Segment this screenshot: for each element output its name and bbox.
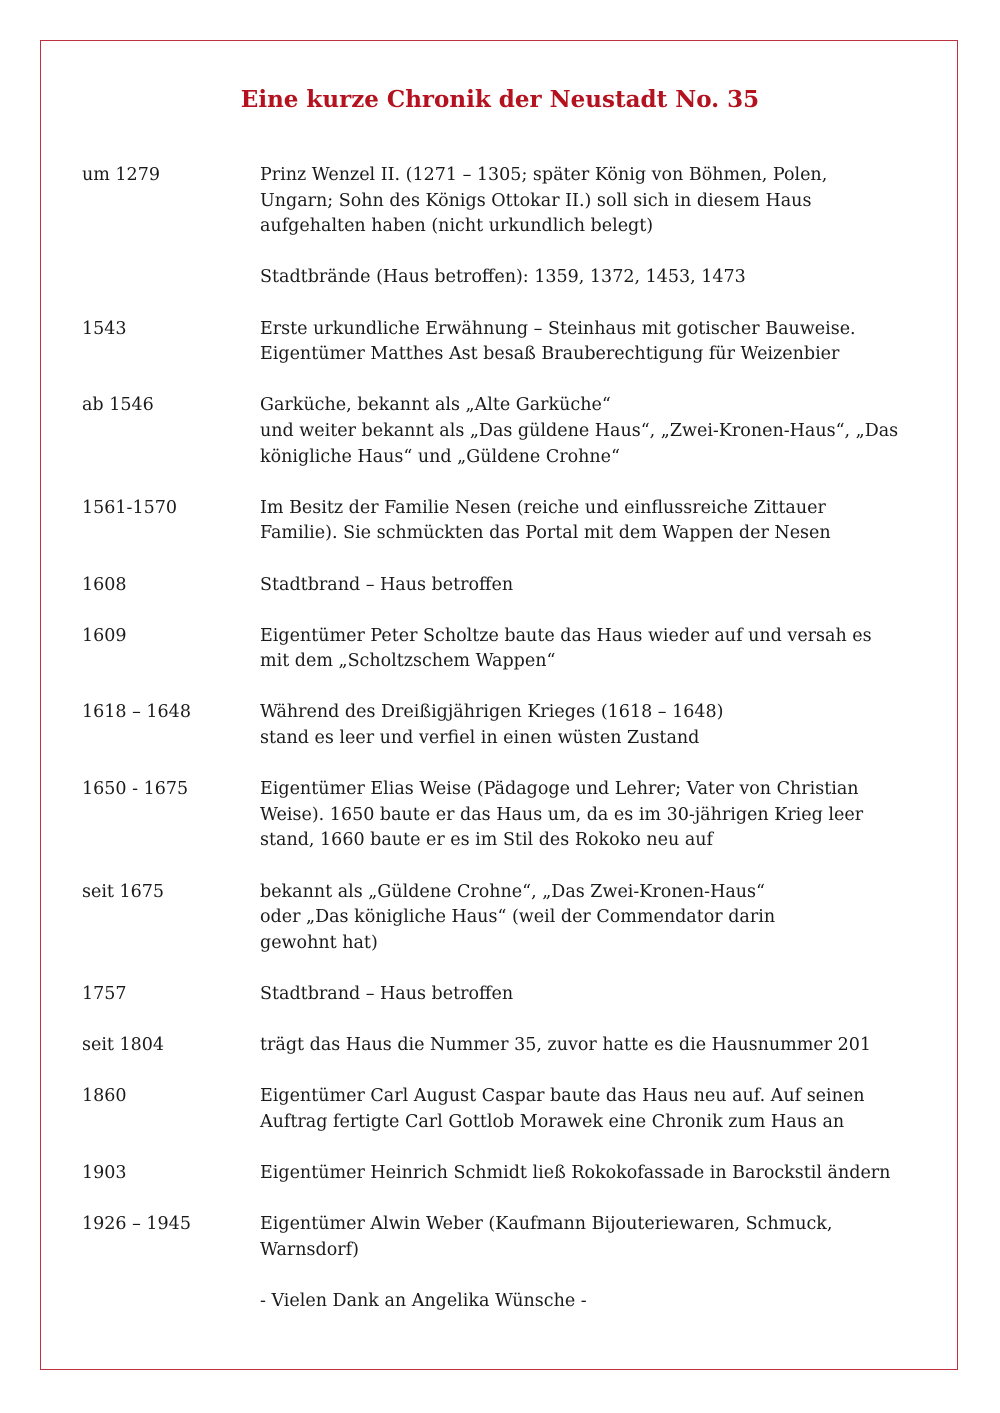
entry-date: 1609 [82, 625, 127, 646]
entry-date: seit 1804 [82, 1035, 165, 1056]
chronicle-entry [82, 573, 942, 599]
entry-date: um 1279 [82, 165, 160, 185]
entry-text: Erste urkundliche Erwähnung – Steinhaus mit gotischer Bauweise. Eigentümer Matthes Ast besaß Brauberechtigung für Weizenbier [260, 318, 856, 365]
entry-date: 1618 – 1648 [82, 702, 191, 723]
entry-date: 1860 [82, 1086, 127, 1107]
chronicle-entry [82, 317, 942, 368]
entry-date: 1903 [82, 1163, 127, 1184]
entry-text: Prinz Wenzel II. (1271 – 1305; später König von Böhmen, Polen, Ungarn; Sohn des Königs Ottokar II.) soll sich in diesem Haus aufgehalten haben (nicht urkundlich belegt) [260, 165, 828, 237]
chronicle-entry [82, 163, 942, 240]
entry-text: Eigentümer Alwin Weber (Kaufmann Bijouteriewaren, Schmuck, Warnsdorf) [260, 1214, 833, 1260]
entry-date: 1650 - 1675 [82, 779, 189, 800]
chronicle-entry [82, 265, 942, 291]
entry-text: Eigentümer Elias Weise (Pädagoge und Lehrer; Vater von Christian Weise). 1650 baute er das Haus um, da es im 30-jährigen Krieg leer stand, 1660 baute er es im Stil des Rokoko neu auf [260, 779, 864, 851]
chronicle-entry [82, 1212, 942, 1263]
entry-date: seit 1675 [82, 881, 165, 902]
entry-text: Garküche, bekannt als „Alte Garküche“ und weiter bekannt als „Das güldene Haus“, „Zwei-Kronen-Haus“, „Das königliche Haus“ und „Güldene Crohne“ [260, 395, 899, 467]
entry-text: Stadtbrände (Haus betroffen): 1359, 1372, 1453, 1473 [260, 267, 746, 288]
chronicle-entry [82, 496, 942, 547]
entry-date: 1561-1570 [82, 497, 177, 518]
entry-date: 1608 [82, 574, 127, 595]
entry-text: trägt das Haus die Nummer 35, zuvor hatte es die Hausnummer 201 [260, 1035, 871, 1056]
entry-text: Eigentümer Carl August Caspar baute das Haus neu auf. Auf seinen Auftrag fertigte Carl Gottlob Morawek eine Chronik zum Haus an [260, 1086, 865, 1132]
entry-date: 1926 – 1945 [82, 1214, 191, 1235]
chronicle-entry [82, 1084, 942, 1135]
chronicle-entry [82, 1033, 942, 1059]
chronicle-list [82, 163, 942, 1289]
acknowledgement: - Vielen Dank an Angelika Wünsche - [260, 1291, 587, 1311]
chronicle-entry [82, 777, 942, 854]
entry-text: Stadtbrand – Haus betroffen [260, 574, 514, 595]
entry-date: 1543 [82, 318, 127, 339]
chronicle-entry [82, 624, 942, 675]
chronicle-entry [82, 1161, 942, 1187]
chronicle-entry [82, 880, 942, 957]
entry-text: Eigentümer Heinrich Schmidt ließ Rokokofassade in Barockstil ändern [260, 1163, 891, 1184]
entry-date: ab 1546 [82, 395, 154, 416]
entry-text: Während des Dreißigjährigen Krieges (1618 – 1648) stand es leer und verfiel in einen wüsten Zustand [260, 702, 724, 749]
entry-date [82, 265, 260, 291]
page-title: Eine kurze Chronik der Neustadt No. 35 [240, 86, 760, 113]
chronicle-entry [82, 700, 942, 751]
entry-text: bekannt als „Güldene Crohne“, „Das Zwei-Kronen-Haus“ oder „Das königliche Haus“ (weil der Commendator darin gewohnt hat) [260, 881, 776, 953]
entry-text: Eigentümer Peter Scholtze baute das Haus wieder auf und versah es mit dem „Scholtzschem Wappen“ [260, 625, 872, 672]
entry-text: Im Besitz der Familie Nesen (reiche und einflussreiche Zittauer Familie). Sie schmückten das Portal mit dem Wappen der Nesen [260, 497, 831, 544]
entry-date: 1757 [82, 984, 127, 1004]
chronicle-entry [82, 393, 942, 470]
entry-text: Stadtbrand – Haus betroffen [260, 984, 514, 1004]
chronicle-entry [82, 982, 942, 1008]
